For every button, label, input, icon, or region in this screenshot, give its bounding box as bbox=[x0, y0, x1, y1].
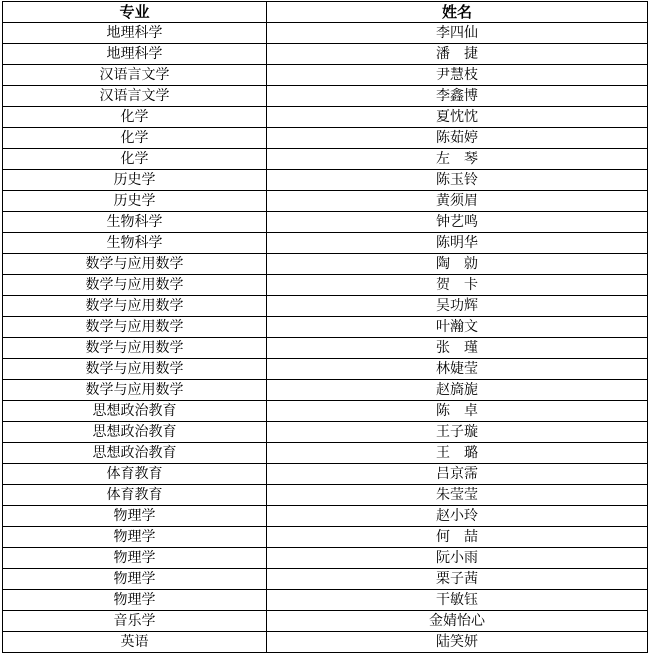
table-row bbox=[3, 23, 648, 44]
name-cell: 赵小玲 bbox=[267, 506, 648, 527]
major-cell: 体育教育 bbox=[3, 485, 267, 506]
major-cell: 数学与应用数学 bbox=[3, 296, 267, 317]
name-cell: 陆笑妍 bbox=[267, 632, 648, 653]
name-cell: 吕京霈 bbox=[267, 464, 648, 485]
major-cell: 数学与应用数学 bbox=[3, 317, 267, 338]
table-row bbox=[3, 359, 648, 380]
major-cell: 历史学 bbox=[3, 191, 267, 212]
major-cell: 思想政治教育 bbox=[3, 443, 267, 464]
major-cell: 化学 bbox=[3, 128, 267, 149]
name-cell: 黄须眉 bbox=[267, 191, 648, 212]
major-cell: 历史学 bbox=[3, 170, 267, 191]
table-row bbox=[3, 317, 648, 338]
name-cell: 夏忱忱 bbox=[267, 107, 648, 128]
name-cell: 栗子茜 bbox=[267, 569, 648, 590]
name-cell: 林婕莹 bbox=[267, 359, 648, 380]
major-cell: 体育教育 bbox=[3, 464, 267, 485]
major-cell: 化学 bbox=[3, 107, 267, 128]
table-row bbox=[3, 611, 648, 632]
table-row bbox=[3, 107, 648, 128]
name-cell: 钟艺鸣 bbox=[267, 212, 648, 233]
table-row bbox=[3, 569, 648, 590]
table-row bbox=[3, 380, 648, 401]
major-cell: 汉语言文学 bbox=[3, 86, 267, 107]
table-row bbox=[3, 422, 648, 443]
name-cell: 贺 卡 bbox=[267, 275, 648, 296]
major-cell: 物理学 bbox=[3, 506, 267, 527]
name-cell: 尹慧枝 bbox=[267, 65, 648, 86]
name-cell: 金婧怡心 bbox=[267, 611, 648, 632]
name-cell: 李鑫博 bbox=[267, 86, 648, 107]
name-cell: 陈明华 bbox=[267, 233, 648, 254]
major-cell: 物理学 bbox=[3, 527, 267, 548]
major-cell: 数学与应用数学 bbox=[3, 275, 267, 296]
name-cell: 叶瀚文 bbox=[267, 317, 648, 338]
name-cell: 左 琴 bbox=[267, 149, 648, 170]
major-cell: 数学与应用数学 bbox=[3, 359, 267, 380]
major-cell: 地理科学 bbox=[3, 23, 267, 44]
table-row bbox=[3, 338, 648, 359]
major-cell: 物理学 bbox=[3, 548, 267, 569]
major-cell: 物理学 bbox=[3, 590, 267, 611]
name-cell: 陶 勍 bbox=[267, 254, 648, 275]
name-cell: 张 瑾 bbox=[267, 338, 648, 359]
table-row bbox=[3, 149, 648, 170]
name-cell: 李四仙 bbox=[267, 23, 648, 44]
major-cell: 生物科学 bbox=[3, 233, 267, 254]
table-row bbox=[3, 506, 648, 527]
table-row bbox=[3, 65, 648, 86]
name-cell: 干敏钰 bbox=[267, 590, 648, 611]
major-cell: 化学 bbox=[3, 149, 267, 170]
name-cell: 阮小雨 bbox=[267, 548, 648, 569]
major-cell: 数学与应用数学 bbox=[3, 380, 267, 401]
name-cell: 陈茹婷 bbox=[267, 128, 648, 149]
name-cell: 赵旖旎 bbox=[267, 380, 648, 401]
roster-table bbox=[2, 1, 648, 653]
major-cell: 思想政治教育 bbox=[3, 422, 267, 443]
major-cell: 物理学 bbox=[3, 569, 267, 590]
major-cell: 音乐学 bbox=[3, 611, 267, 632]
major-column-header: 专业 bbox=[3, 2, 267, 23]
table-row bbox=[3, 254, 648, 275]
table-row bbox=[3, 296, 648, 317]
major-cell: 汉语言文学 bbox=[3, 65, 267, 86]
table-row bbox=[3, 590, 648, 611]
major-cell: 数学与应用数学 bbox=[3, 338, 267, 359]
table-row bbox=[3, 527, 648, 548]
table-row bbox=[3, 86, 648, 107]
name-cell: 朱莹莹 bbox=[267, 485, 648, 506]
table-row bbox=[3, 44, 648, 65]
name-cell: 吴功辉 bbox=[267, 296, 648, 317]
table-row bbox=[3, 275, 648, 296]
major-cell: 生物科学 bbox=[3, 212, 267, 233]
major-cell: 英语 bbox=[3, 632, 267, 653]
table-row bbox=[3, 443, 648, 464]
name-cell: 王子璇 bbox=[267, 422, 648, 443]
table-row bbox=[3, 191, 648, 212]
table-row bbox=[3, 548, 648, 569]
name-cell: 何 喆 bbox=[267, 527, 648, 548]
table-row bbox=[3, 632, 648, 653]
table-row bbox=[3, 401, 648, 422]
table-row bbox=[3, 128, 648, 149]
table-row bbox=[3, 170, 648, 191]
name-column-header: 姓名 bbox=[267, 2, 648, 23]
name-cell: 陈玉铃 bbox=[267, 170, 648, 191]
table-row bbox=[3, 233, 648, 254]
table-row bbox=[3, 464, 648, 485]
table-row bbox=[3, 212, 648, 233]
major-cell: 数学与应用数学 bbox=[3, 254, 267, 275]
header-row bbox=[3, 2, 648, 23]
name-cell: 潘 捷 bbox=[267, 44, 648, 65]
table-row bbox=[3, 485, 648, 506]
major-cell: 地理科学 bbox=[3, 44, 267, 65]
major-cell: 思想政治教育 bbox=[3, 401, 267, 422]
name-cell: 陈 卓 bbox=[267, 401, 648, 422]
name-cell: 王 璐 bbox=[267, 443, 648, 464]
